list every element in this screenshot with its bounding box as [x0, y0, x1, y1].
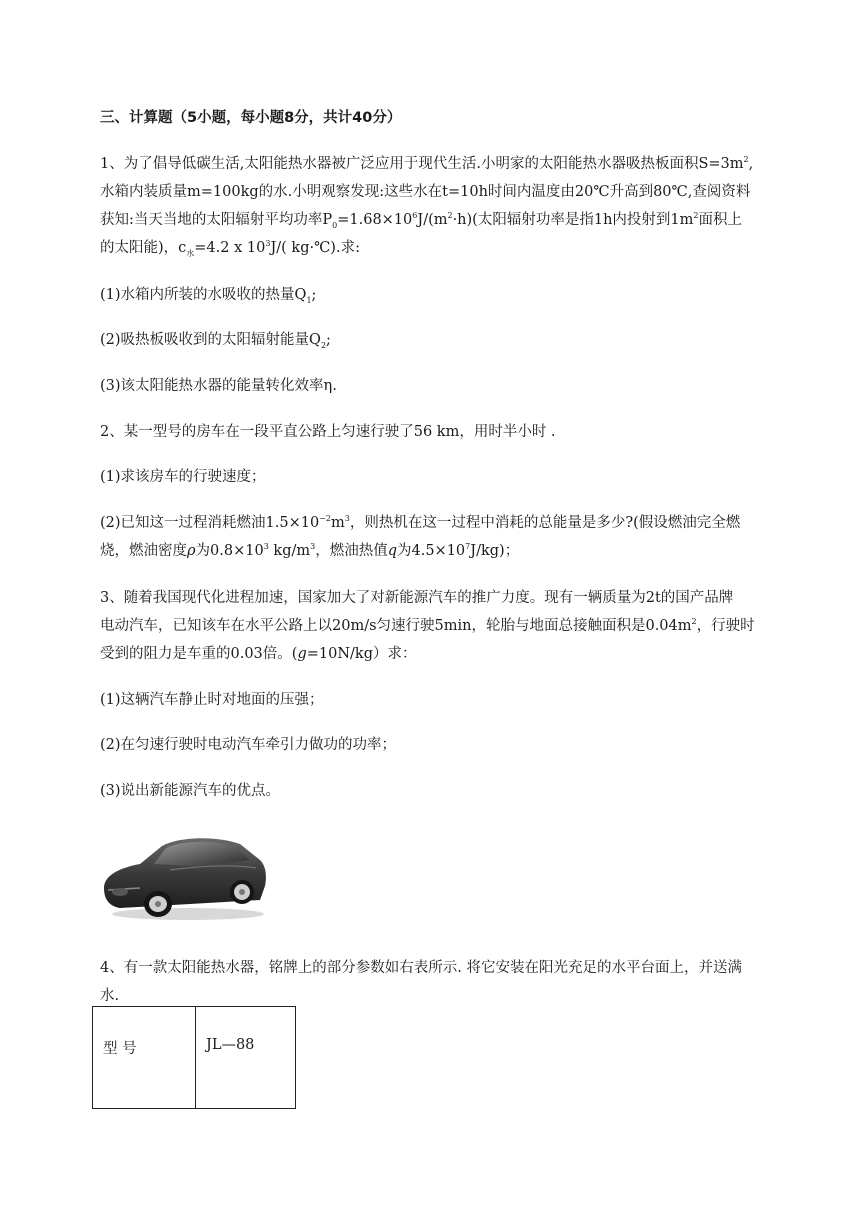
q2-part-2-line-2: 烧，燃油密度ρ为$0.8\times 10^3$ $kg/m^3$，燃油热值q为$4.5\times 10^7J/kg$)；	[100, 542, 520, 559]
q2-line-1: 2、某一型号的房车在一段平直公路上匀速行驶了56 km，用时半小时 .	[100, 424, 556, 440]
spec-value-cell: JL—88	[196, 1007, 296, 1109]
q1-line-2: 水箱内装质量m=100kg的水.小明观察发现:这些水在t=10h时间内温度由20℃升高到80℃,查阅资料	[100, 184, 751, 200]
table-row	[93, 1007, 296, 1109]
rear-wheel	[230, 880, 254, 904]
q1-line-3: 获知:当天当地的太阳辐射平均功率$P_0=1.68\times 10^6J/(m^2\cdot h)$(太阳辐射功率是指1h内投射到$1m^2$面积上	[100, 211, 742, 230]
q3-part-2: (2)在匀速行驶时电动汽车牵引力做功的功率；	[100, 737, 397, 753]
q2-part-1: (1)求该房车的行驶速度；	[100, 469, 266, 485]
section-title: 三、计算题（5小题，每小题8分，共计40分）	[100, 110, 402, 126]
q3-line-3: 受到的阻力是车重的0.03倍。(g=10N/kg）求：	[100, 646, 417, 662]
q1-part-2: (2)吸热板吸收到的太阳辐射能量$Q_2$;	[100, 332, 331, 350]
spec-label-cell: 型 号	[93, 1007, 196, 1109]
car-illustration	[100, 830, 268, 922]
q3-part-3: (3)说出新能源汽车的优点。	[100, 783, 281, 799]
q4-line-2: 水.	[100, 988, 120, 1004]
q1-part-3: (3)该太阳能热水器的能量转化效率η.	[100, 378, 337, 394]
q4-line-1: 4、有一款太阳能热水器，铭牌上的部分参数如右表所示. 将它安装在阳光充足的水平台面上，并送满	[100, 960, 742, 976]
q1-part-1: (1)水箱内所装的水吸收的热量$Q_1$;	[100, 287, 317, 305]
spec-table	[92, 1006, 296, 1109]
q1-line-4: 的太阳能)，$c_水=4.2$ x $10^3J/$( kg·℃).求:	[100, 239, 360, 258]
q1-line-1: 1、为了倡导低碳生活,太阳能热水器被广泛应用于现代生活.小明家的太阳能热水器吸热板面积$S=3m^2$,	[100, 155, 754, 172]
q2-part-2-line-1: (2)已知这一过程消耗燃油$1.5\times 10^{-2}m^3$，则热机在这一过程中消耗的总能量是多少?(假设燃油完全燃	[100, 514, 741, 531]
front-wheel	[144, 891, 172, 917]
q3-line-2: 电动汽车，已知该车在水平公路上以20m/s匀速行驶5min，轮胎与地面总接触面积是$0.04m^2$，行驶时	[100, 617, 755, 634]
q3-line-1: 3、随着我国现代化进程加速，国家加大了对新能源汽车的推广力度。现有一辆质量为2t的国产品牌	[100, 590, 734, 606]
q3-part-1: (1)这辆汽车静止时对地面的压强；	[100, 692, 324, 708]
